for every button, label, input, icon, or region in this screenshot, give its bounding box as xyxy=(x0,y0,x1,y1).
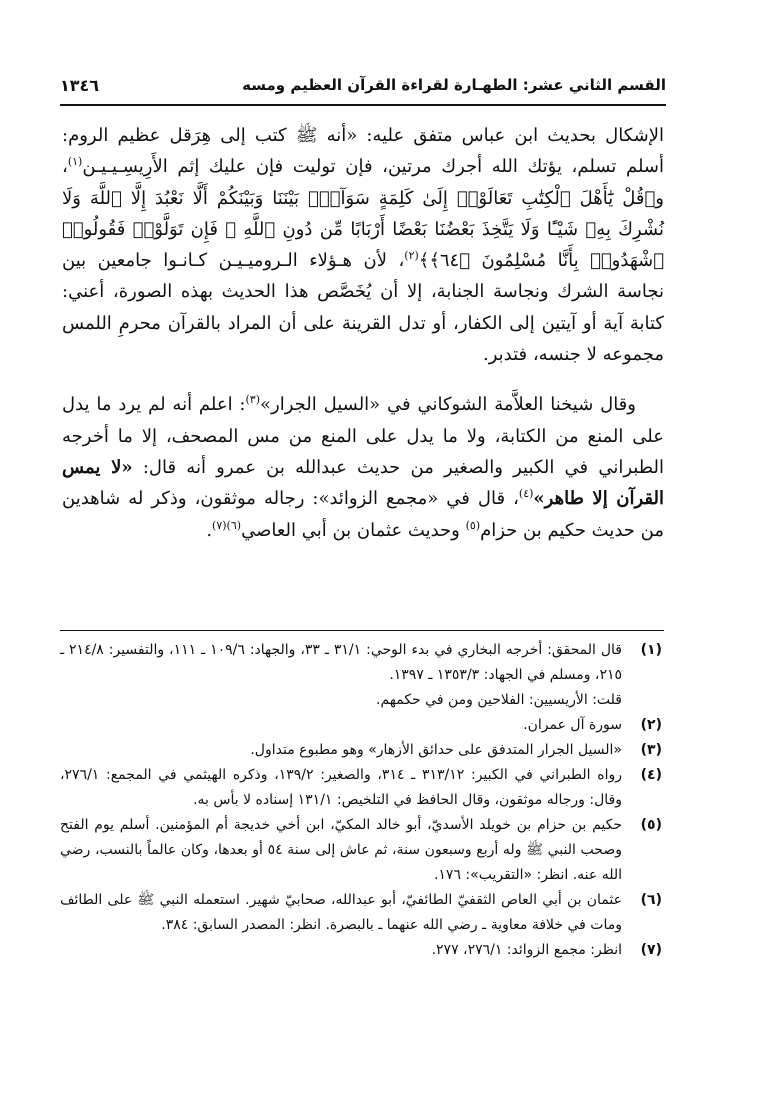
footnote-number: (٥) xyxy=(640,817,662,833)
footnote xyxy=(60,713,662,738)
footnote xyxy=(60,888,662,938)
footnote-ref-5: (٥) xyxy=(465,518,481,532)
footnote-ref-1: (١) xyxy=(67,155,83,169)
paragraph-1: الإشكال بحديث ابن عباس متفق عليه: «أنه ﷺ كتب إلى هِرَقل عظيم الروم: أسلم تسلم، يؤتك الله أجرك مرتين، فإن توليت فإن عليك إثم الأَرِيسِـيـيـن$^{(١)}$، و﴿قُلْ يَٰٓأَهْلَ ٱلْكِتَٰبِ تَعَالَوْا۟ إِلَىٰ كَلِمَةٍ سَوَآءٍۭ بَيْنَنَا وَبَيْنَكُمْ أَلَّا نَعْبُدَ إِلَّا ٱللَّهَ وَلَا نُشْرِكَ بِهِۦ شَيْـًٔا وَلَا يَتَّخِذَ بَعْضُنَا بَعْضًا أَرْبَابًا مِّن دُونِ ٱللَّهِ ۚ فَإِن تَوَلَّوْا۟ فَقُولُوا۟ ٱشْهَدُوا۟ بِأَنَّا مُسْلِمُونَ ﴿٦٤﴾﴾$^{(٢)}$، لأن هـؤلاء الـروميـيـن كـانـوا جامعين بين نجاسة الشرك ونجاسة الجنابة، إلا أن يُخَصَّص هذا الحديث بهذه الصورة، أعني: كتابة آية أو آيتين إلى الكفار، أو تدل القرينة على أن المراد بالقرآن محرمِ اللمس مجموعه لا جنسه، فتدبر. xyxy=(62,125,664,366)
quran-verse: ، و﴿قُلْ يَٰٓأَهْلَ ٱلْكِتَٰبِ تَعَالَوْا۟ إِلَىٰ كَلِمَةٍ سَوَآءٍۭ بَيْنَنَا وَبَيْنَكُمْ أَلَّا نَعْبُدَ إِلَّا ٱللَّهَ وَلَا نُشْرِكَ بِهِۦ شَيْـًٔا وَلَا يَتَّخِذَ بَعْضُنَا بَعْضًا أَرْبَابًا مِّن دُونِ ٱللَّهِ ۚ فَإِن تَوَلَّوْا۟ فَقُولُوا۟ ٱشْهَدُوا۟ بِأَنَّا مُسْلِمُونَ ﴿٦٤﴾﴾ xyxy=(62,156,664,272)
footnote-number: (٤) xyxy=(640,767,662,783)
footnote-text: قال المحقق: أخرجه البخاري في بدء الوحي: ٣١/١ ـ ٣٣، والجهاد: ١٠٩/٦ ـ ١١١، والتفسير: ٢١٤/٨ ـ ٢١٥، ومسلم في الجهاد: ١٣٥٣/٣ ـ ١٣٩٧. xyxy=(60,642,622,683)
footnote xyxy=(60,938,662,963)
footnote-ref-3: (٣) xyxy=(245,393,260,407)
footnote-text: حكيم بن حزام بن خويلد الأسديّ، أبو خالد المكيّ، ابن أخي خديجة أم المؤمنين. أسلم يوم الفتح وصحب النبي ﷺ وله أربع وسبعون سنة، ثم عاش إلى سنة ٥٤ أو بعدها، وكان عالماً بالنسب، رضي الله عنه. انظر: «التقريب»: ١٧٦. xyxy=(60,817,622,883)
footnote-text: قلت: الأريسيين: الفلاحين ومن في حكمهم. xyxy=(376,692,622,708)
footnote-text: سورة آل عمران. xyxy=(523,717,622,733)
footnotes xyxy=(60,638,662,963)
hadith-quote: «لا يمس القرآن إلا طاهر» xyxy=(62,456,664,510)
footnote-ref-4: (٤) xyxy=(518,487,534,501)
header-rule xyxy=(60,104,666,106)
footnote-text: رواه الطبراني في الكبير: ٣١٣/١٢ ـ ٣١٤، والصغير: ١٣٩/٢، وذكره الهيثمي في المجمع: ٢٧٦/١، وقال: ورجاله موثقون، وقال الحافظ في التلخيص: ١٣١/١ إسناده لا بأس به. xyxy=(60,767,622,808)
paragraph-2: وقال شيخنا العلاَّمة الشوكاني في «السيل الجرار»$^{(٣)}$: اعلم أنه لم يرد ما يدل على المنع من الكتابة، ولا ما يدل على المنع من مس المصحف، إلا ما أخرجه الطبراني في الكبير والصغير من حديث عبدالله بن عمرو أنه قال: «لا يمس القرآن إلا طاهر»$^{(٤)}$، قال في «مجمع الزوائد»: رجاله موثقون، وذكر له شاهدين من حديث حكيم بن حزام$^{(٥)}$ وحديث عثمان بن أبي العاصي$^{(٦)(٧)}$. xyxy=(62,393,664,541)
footnote-number: (٦) xyxy=(640,892,662,908)
footnote-text: عثمان بن أبي العاص الثقفيّ الطائفيّ، أبو عبدالله، صحابيّ شهير. استعمله النبي ﷺ على الطائف ومات في خلافة معاوية ـ رضي الله عنهما ـ بالبصرة. انظر: المصدر السابق: ٣٨٤. xyxy=(60,892,622,933)
page-number: ١٣٤٦ xyxy=(60,75,100,95)
footnote-text: انظر: مجمع الزوائد: ٢٧٦/١، ٢٧٧. xyxy=(431,942,622,958)
footnote-number: (٧) xyxy=(640,942,662,958)
footnote-text: «السيل الجرار المتدفق على حدائق الأزهار» وهو مطبوع متداول. xyxy=(250,742,622,758)
main-text xyxy=(62,120,664,546)
footnote-number: (٣) xyxy=(640,742,662,758)
footnote xyxy=(60,738,662,763)
footnote-separator xyxy=(60,630,664,631)
footnote-number: (٢) xyxy=(640,717,662,733)
running-title: القسم الثاني عشر: الطهـارة لقراءة القرآن العظيم ومسه xyxy=(242,76,666,94)
footnote xyxy=(60,763,662,813)
footnote xyxy=(60,813,662,888)
page-header xyxy=(60,70,666,100)
footnote-ref-6-7: (٦)(٧) xyxy=(212,518,242,532)
footnote-ref-2: (٢) xyxy=(404,249,419,263)
footnote-number: (١) xyxy=(640,642,662,658)
footnote xyxy=(60,638,662,713)
